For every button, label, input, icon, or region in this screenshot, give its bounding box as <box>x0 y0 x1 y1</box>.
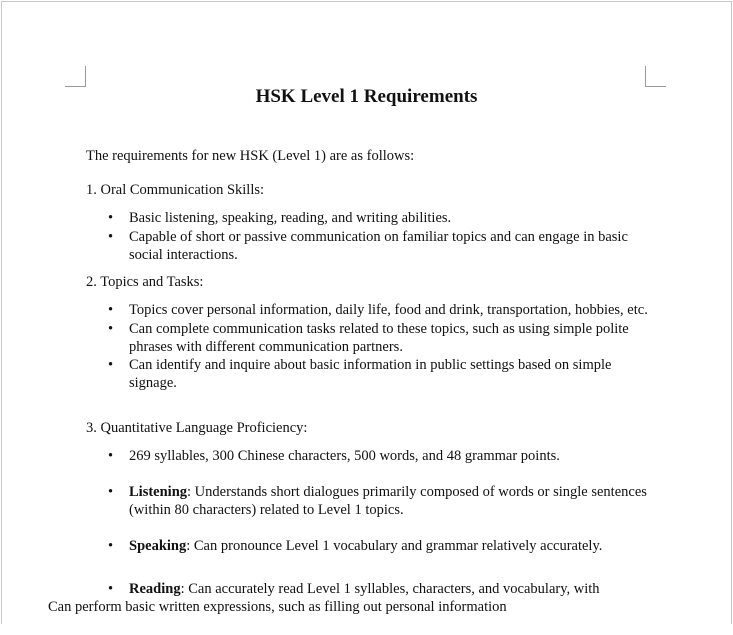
list-item <box>129 580 686 598</box>
list-item-text: : Can pronounce Level 1 vocabulary and grammar relatively accurately. <box>186 538 603 554</box>
section-heading: 3. Quantitative Language Proficiency: <box>86 420 308 436</box>
list-item <box>129 537 659 555</box>
list-item <box>129 447 659 465</box>
list-item-text: : Can accurately read Level 1 syllables, characters, and vocabulary, with <box>180 581 600 597</box>
document-title: HSK Level 1 Requirements <box>255 86 478 107</box>
list-item-label: Listening <box>129 484 188 500</box>
list-item: • Can complete communication tasks related to these topics, such as using simple polite phrases with different communication partners. <box>129 320 659 356</box>
list-item-text: : Understands short dialogues primarily composed of words or single sentences (within 80 characters) related to Level 1 topics. <box>129 484 647 518</box>
margin-crop-mark-left <box>65 66 86 87</box>
list-item <box>129 483 659 519</box>
section-heading: 1. Oral Communication Skills: <box>86 182 265 198</box>
list-item: • Topics cover personal information, daily life, food and drink, transportation, hobbies, etc. <box>129 301 659 319</box>
list-item: • Capable of short or passive communication on familiar topics and can engage in basic social interactions. <box>129 228 659 264</box>
intro-text: The requirements for new HSK (Level 1) are as follows: <box>86 148 415 164</box>
list-item: • Basic listening, speaking, reading, and writing abilities. <box>129 209 659 227</box>
overflow-text: Can perform basic written expressions, such as filling out personal information <box>48 599 507 615</box>
margin-crop-mark-right <box>645 66 666 87</box>
document-body <box>48 147 686 616</box>
list-item-label: Reading <box>129 581 181 597</box>
list-item-label: Speaking <box>129 538 187 554</box>
section-heading: 2. Topics and Tasks: <box>86 274 204 290</box>
list-item: • Can identify and inquire about basic information in public settings based on simple signage. <box>129 356 659 392</box>
list-item-text: 269 syllables, 300 Chinese characters, 500 words, and 48 grammar points. <box>129 448 560 464</box>
